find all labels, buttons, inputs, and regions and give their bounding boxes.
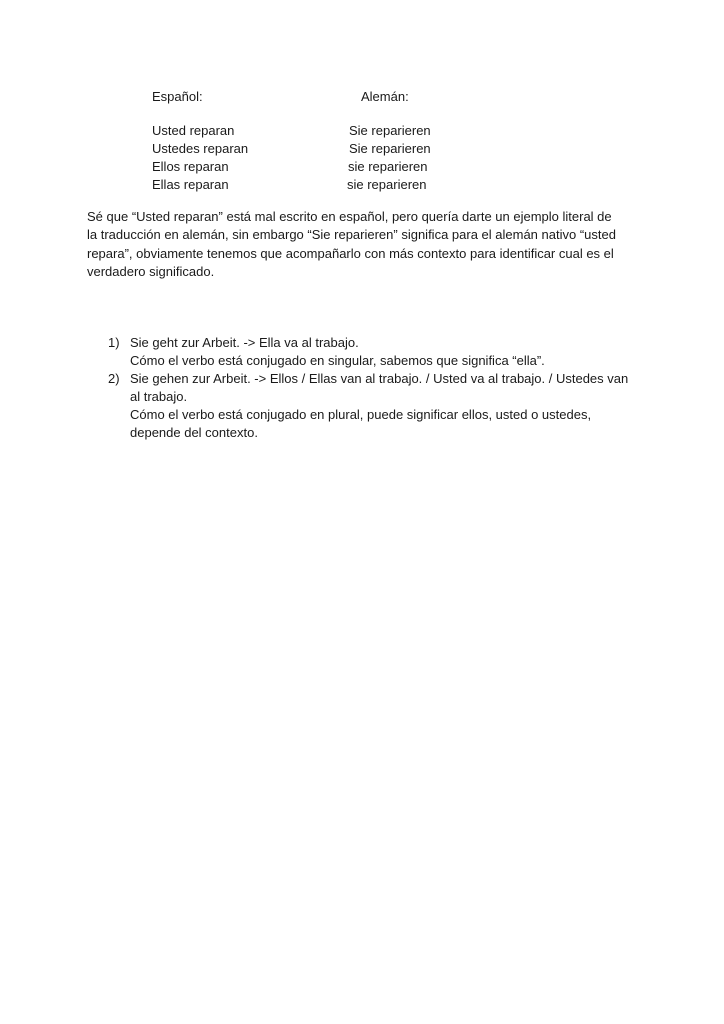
list-item-line: Sie geht zur Arbeit. -> Ella va al trabajo. (130, 335, 359, 350)
list-item (108, 334, 668, 370)
examples-list (108, 334, 668, 442)
list-item-line: Cómo el verbo está conjugado en singular, sabemos que significa “ella”. (130, 353, 545, 368)
explanation-paragraph (87, 208, 647, 281)
table-row-es: Ellos reparan (152, 159, 229, 174)
paragraph-line: la traducción en alemán, sin embargo “Sie reparieren” significa para el alemán nativo “usted (87, 227, 616, 243)
list-item-line: Sie gehen zur Arbeit. -> Ellos / Ellas van al trabajo. / Usted va al trabajo. / Ustedes van (130, 371, 629, 386)
table-row-es: Usted reparan (152, 123, 235, 138)
header-spanish: Español: (152, 89, 203, 104)
list-item-number: 2) (108, 371, 120, 386)
table-row-de: Sie reparieren (349, 123, 431, 138)
header-german: Alemán: (361, 89, 409, 104)
list-item-line: al trabajo. (130, 389, 188, 404)
list-item-line: Cómo el verbo está conjugado en plural, puede significar ellos, usted o ustedes, (130, 407, 592, 422)
table-row-es: Ellas reparan (152, 177, 229, 192)
table-row-de: sie reparieren (347, 177, 427, 192)
list-item-line: depende del contexto. (130, 425, 258, 440)
list-item-number: 1) (108, 335, 120, 350)
paragraph-line: repara”, obviamente tenemos que acompañarlo con más contexto para identificar cual es el (87, 245, 614, 261)
table-row-de: Sie reparieren (349, 141, 431, 156)
paragraph-line: Sé que “Usted reparan” está mal escrito en español, pero quería darte un ejemplo literal de (87, 209, 612, 224)
table-row-de: sie reparieren (348, 159, 428, 174)
list-item (108, 370, 668, 442)
table-row-es: Ustedes reparan (152, 141, 249, 156)
paragraph-line: verdadero significado. (87, 263, 215, 279)
